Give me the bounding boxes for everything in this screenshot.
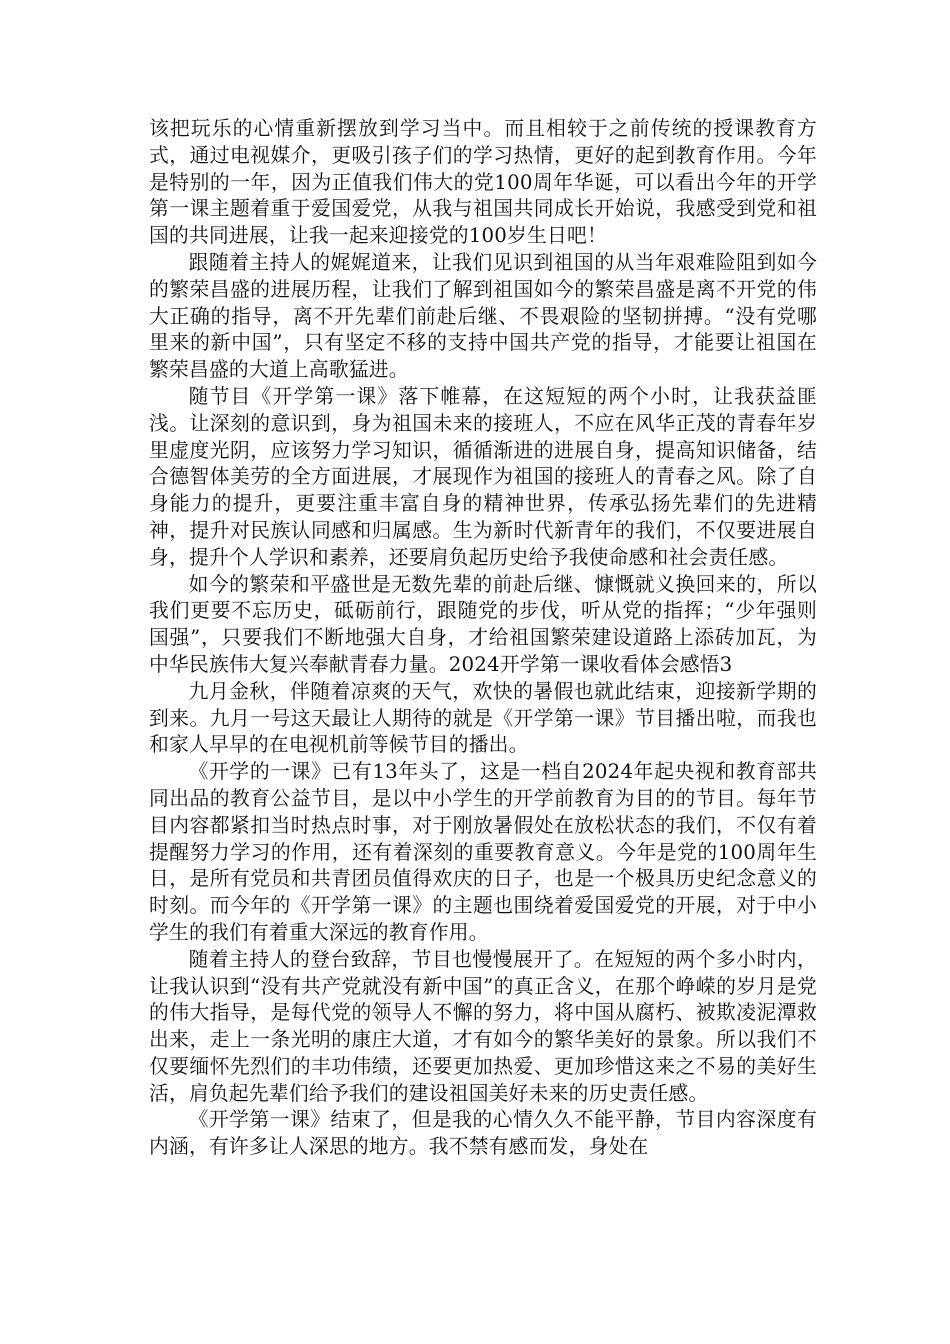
document-body [149, 116, 817, 1161]
paragraph: 跟随着主持人的娓娓道来，让我们见识到祖国的从当年艰难险阻到如今的繁荣昌盛的进展历程，让我们了解到祖国如今的繁荣昌盛是离不开党的伟大正确的指导，离不开先辈们前赴后继、不畏艰险的坚韧拼搏。“没有党哪里来的新中国”，只有坚定不移的支持中国共产党的指导，才能要让祖国在繁荣昌盛的大道上高歌猛进。 [149, 250, 817, 382]
paragraph: 随着主持人的登台致辞，节目也慢慢展开了。在短短的两个多小时内，让我认识到“没有共产党就没有新中国”的真正含义，在那个峥嵘的岁月是党的伟大指导，是每代党的领导人不懈的努力，将中国从腐朽、被欺凌泥潭救出来，走上一条光明的康庄大道，才有如今的繁华美好的景象。所以我们不仅要缅怀先烈们的丰功伟绩，还要更加热爱、更加珍惜这来之不易的美好生活，肩负起先辈们给予我们的建设祖国美好未来的历史责任感。 [149, 947, 817, 1105]
paragraph: 随节目《开学第一课》落下帷幕，在这短短的两个小时，让我获益匪浅。让深刻的意识到，身为祖国未来的接班人，不应在风华正茂的青春年岁里虚度光阴，应该努力学习知识，循循渐进的进展自身，提高知识储备，结合德智体美劳的全方面进展，才展现作为祖国的接班人的青春之风。除了自身能力的提升，更要注重丰富自身的精神世界，传承弘扬先辈们的先进精神，提升对民族认同感和归属感。生为新时代新青年的我们，不仅要进展自身，提升个人学识和素养，还要肩负起历史给予我使命感和社会责任感。 [149, 384, 817, 569]
paragraph: 《开学第一课》结束了，但是我的心情久久不能平静，节目内容深度有内涵，有许多让人深思的地方。我不禁有感而发，身处在 [149, 1108, 817, 1159]
paragraph: 九月金秋，伴随着凉爽的天气，欢快的暑假也就此结束，迎接新学期的到来。九月一号这天最让人期待的就是《开学第一课》节目播出啦，而我也和家人早早的在电视机前等候节目的播出。 [149, 679, 817, 757]
paragraph: 《开学的一课》已有13年头了，这是一档自2024年起央视和教育部共同出品的教育公益节目，是以中小学生的开学前教育为目的的节目。每年节目内容都紧扣当时热点时事，对于刚放暑假处在放松状态的我们，不仅有着提醒努力学习的作用，还有着深刻的重要教育意义。今年是党的100周年生日，是所有党员和共青团员值得欢庆的日子，也是一个极具历史纪念意义的时刻。而今年的《开学第一课》的主题也围绕着爱国爱党的开展，对于中小学生的我们有着重大深远的教育作用。 [149, 760, 817, 944]
paragraph-continuation: 该把玩乐的心情重新摆放到学习当中。而且相较于之前传统的授课教育方式，通过电视媒介，更吸引孩子们的学习热情，更好的起到教育作用。今年是特别的一年，因为正值我们伟大的党100周年华诞，可以看出今年的开学第一课主题着重于爱国爱党，从我与祖国共同成长开始说，我感受到党和祖国的共同进展，让我一起来迎接党的100岁生日吧！ [149, 117, 817, 248]
paragraph: 如今的繁荣和平盛世是无数先辈的前赴后继、慷慨就义换回来的，所以我们更要不忘历史，砥砺前行，跟随党的步伐，听从党的指挥；“少年强则国强”，只要我们不断地强大自身，才给祖国繁荣建设道路上添砖加瓦，为中华民族伟大复兴奉献青春力量。2024开学第一课收看体会感悟3 [149, 572, 817, 676]
